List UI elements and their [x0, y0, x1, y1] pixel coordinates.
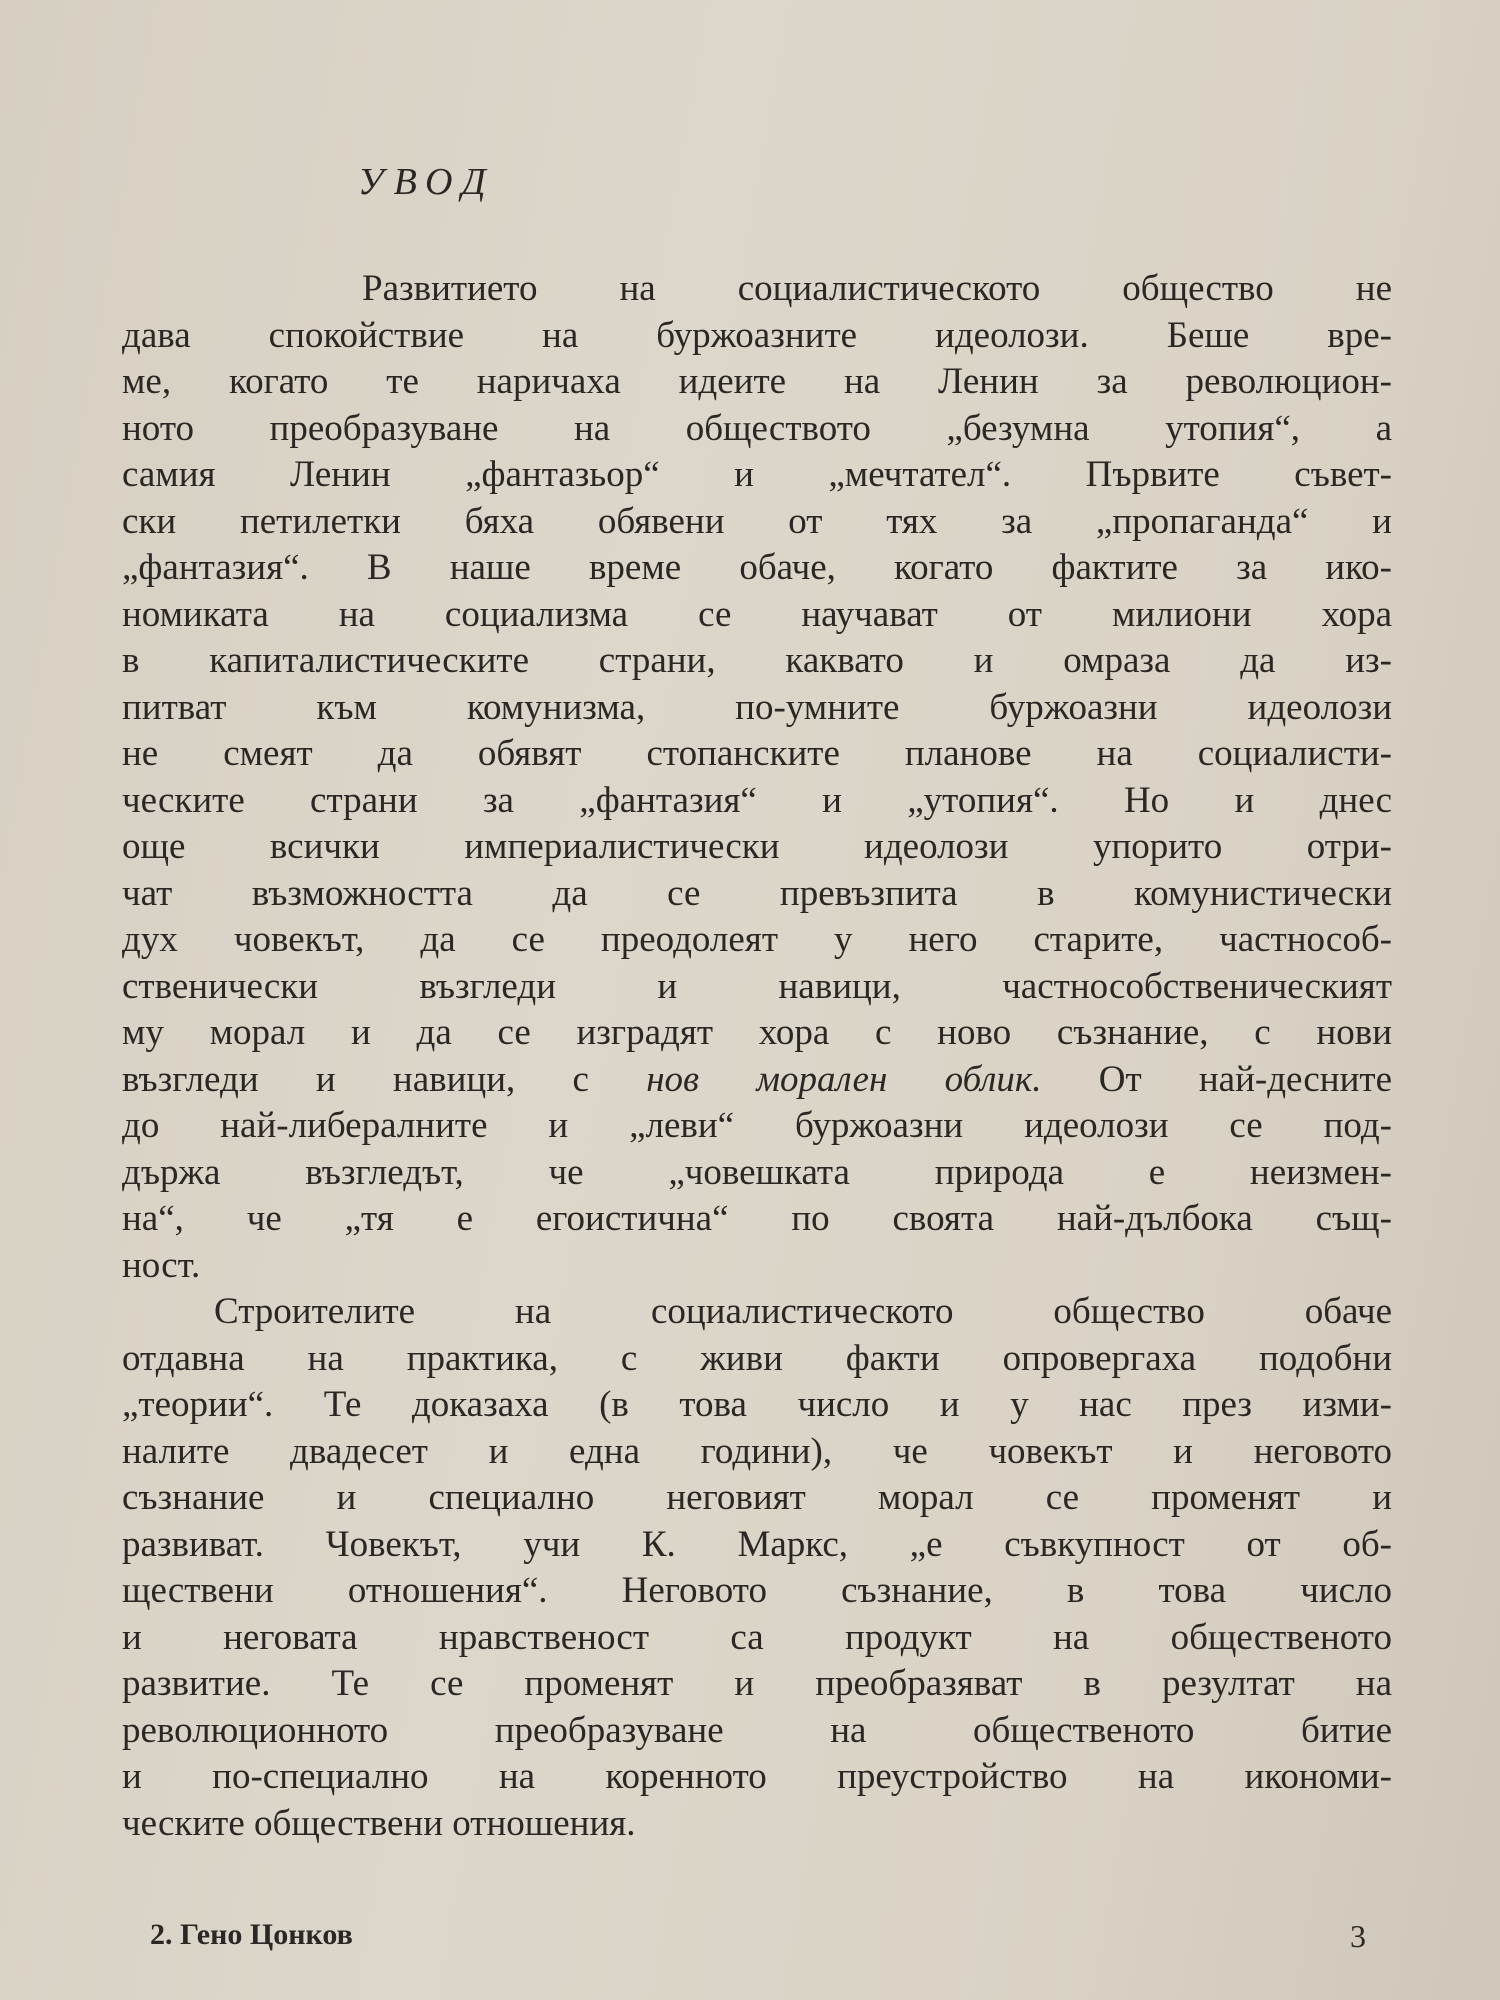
line-text: дух човекът, да се преодолеят у него старите, частнособ-: [122, 919, 1392, 960]
text-line: [122, 1336, 1392, 1383]
line-text: ме, когато те наричаха идеите на Ленин за революцион-: [122, 361, 1392, 402]
line-text: отдавна на практика, с живи факти опровергаха подобни: [122, 1337, 1392, 1379]
text-line: [122, 1522, 1392, 1569]
text-line: [122, 1196, 1392, 1243]
line-text: развитие. Те се променят и преобразяват в резултат на: [122, 1663, 1392, 1704]
line-text: ното преобразуване на обществото „безумна утопия“, а: [122, 407, 1392, 449]
text-line: [122, 1429, 1392, 1476]
text-line: [122, 1568, 1392, 1615]
line-text: ски петилетки бяха обявени от тях за „пропаганда“ и: [122, 500, 1392, 542]
text-line: [122, 1661, 1392, 1708]
line-text: Развитието на социалистическото общество не: [362, 268, 1392, 309]
emphasized-text: нов морален облик.: [646, 1058, 1042, 1100]
text-line: [122, 1615, 1392, 1662]
line-text: и по-специално на коренното преустройство на икономи-: [122, 1756, 1392, 1797]
text-line: [122, 964, 1392, 1011]
text-line: [122, 1382, 1392, 1429]
text-line: [122, 685, 1392, 732]
line-text: и неговата нравственост са продукт на общественото: [122, 1616, 1392, 1658]
line-text: съзнание и специално неговият морал се променят и: [122, 1477, 1392, 1518]
text-line: [122, 1801, 1392, 1848]
line-text: на“, че „тя е егоистична“ по своята най-дълбока същ-: [122, 1198, 1392, 1239]
text-line: [122, 1475, 1392, 1522]
text-line: [122, 1150, 1392, 1197]
line-text: налите двадесет и една години), че човекът и неговото: [122, 1430, 1392, 1472]
text-line: [122, 917, 1392, 964]
paragraph-1: [122, 266, 1392, 1289]
line-text: му морал и да се изградят хора с ново съзнание, с нови: [122, 1012, 1392, 1053]
line-text: още всички империалистически идеолози упорито отри-: [122, 826, 1392, 867]
text-line: [122, 778, 1392, 825]
text-line: [122, 731, 1392, 778]
line-text: ческите страни за „фантазия“ и „утопия“. Но и днес: [122, 779, 1392, 821]
line-text: питват към комунизма, по-умните буржоазни идеолози: [122, 686, 1392, 728]
line-text: възгледи и навици, с: [122, 1058, 647, 1100]
line-text: революционното преобразуване на общественото битие: [122, 1709, 1392, 1751]
line-text: до най-либералните и „леви“ буржоазни идеолози се под-: [122, 1105, 1392, 1146]
text-line: [122, 1243, 1392, 1290]
line-text: „теории“. Те доказаха (в това число и у нас през изми-: [122, 1384, 1392, 1425]
text-line: [122, 499, 1392, 546]
text-line: [122, 406, 1392, 453]
text-line: [122, 1289, 1392, 1336]
line-text: чат възможността да се превъзпита в комунистически: [122, 872, 1392, 914]
line-text: Строителите на социалистическото общество обаче: [214, 1291, 1392, 1332]
line-text: самия Ленин „фантазьор“ и „мечтател“. Първите съвет-: [122, 454, 1392, 495]
signature-mark: 2. Гено Цонков: [150, 1918, 353, 1951]
text-line: [122, 592, 1392, 639]
paragraph-2: [122, 1289, 1392, 1847]
text-line: [122, 545, 1392, 592]
text-line: [122, 871, 1392, 918]
line-text: дава спокойствие на буржоазните идеолози. Беше вре-: [122, 314, 1392, 356]
text-line: [122, 313, 1392, 360]
text-line: [122, 1057, 1392, 1104]
line-text: в капиталистическите страни, каквато и омраза да из-: [122, 640, 1392, 681]
text-line: [122, 638, 1392, 685]
text-line: [122, 452, 1392, 499]
body-text: [122, 266, 1392, 1847]
line-text: ществени отношения“. Неговото съзнание, в това число: [122, 1570, 1392, 1611]
page-number: 3: [1350, 1918, 1366, 1954]
line-text: ческите обществени отношения.: [122, 1802, 636, 1844]
line-text: От най-десните: [1041, 1058, 1392, 1100]
text-line: [122, 1754, 1392, 1801]
line-text: ственически възгледи и навици, частнособственическият: [122, 965, 1392, 1007]
line-text: не смеят да обявят стопанските планове на социалисти-: [122, 733, 1392, 774]
text-line: [122, 824, 1392, 871]
chapter-title: УВОД: [358, 161, 496, 203]
text-line: [122, 359, 1392, 406]
line-text: „фантазия“. В наше време обаче, когато фактите за ико-: [122, 547, 1392, 588]
line-text: държа възгледът, че „човешката природа е неизмен-: [122, 1151, 1392, 1193]
line-text: ност.: [122, 1244, 201, 1286]
text-line: [122, 1010, 1392, 1057]
text-line: [122, 1103, 1392, 1150]
text-line: [122, 1708, 1392, 1755]
text-line: [122, 266, 1392, 313]
line-text: номиката на социализма се научават от милиони хора: [122, 593, 1392, 635]
line-text: развиват. Човекът, учи К. Маркс, „е съвкупност от об-: [122, 1523, 1392, 1565]
